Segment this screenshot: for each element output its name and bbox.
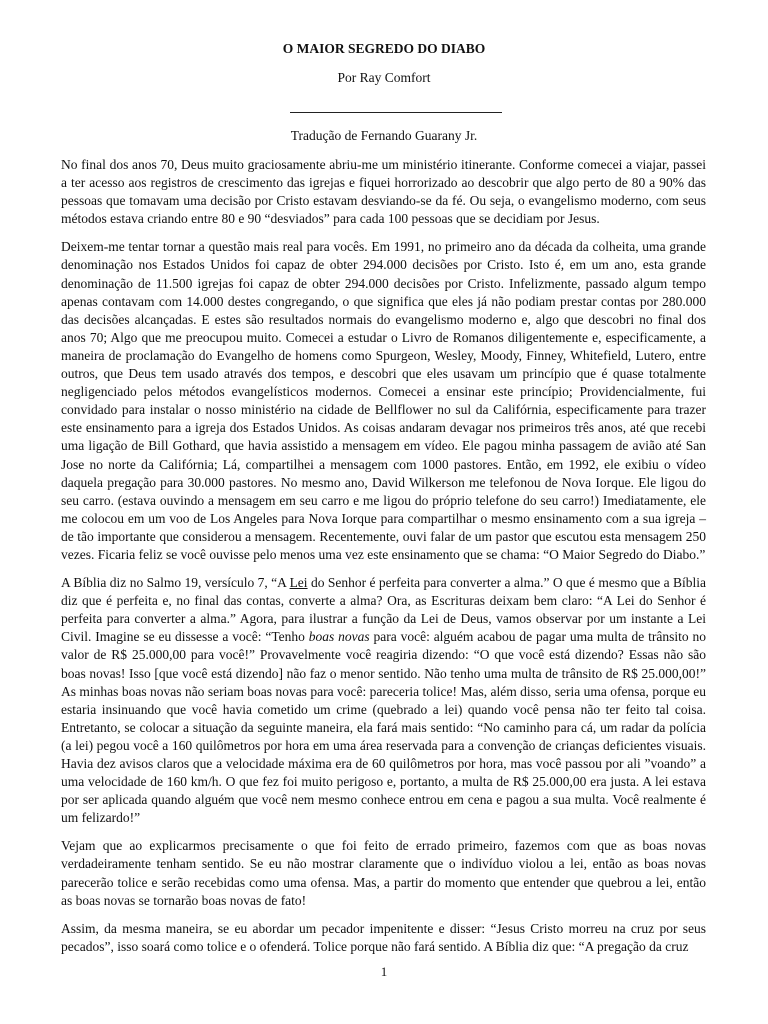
- underlined-word-lei: Lei: [289, 575, 308, 591]
- document-body: [61, 156, 706, 966]
- title-divider: [290, 112, 502, 113]
- translator-credit: Tradução de Fernando Guarany Jr.: [290, 128, 478, 143]
- paragraph-3-text-b: do Senhor é perfeita para converter a alma.” O que é mesmo que a Bíblia diz que é perfeita e, no final das contas, converte a alma? Ora, as Escrituras deixam bem claro: “A Lei do Senhor é perfeita para converter a alma.” Agora, para ilustrar a função da Lei de Deus, vamos observar por um instante a Lei Civil. Imagine se eu dissesse a você: “Tenho: [61, 575, 706, 645]
- paragraph-3-psalm: [61, 574, 706, 827]
- paragraph-3-text-c: para você: alguém acabou de pagar uma multa de trânsito no valor de R$ 25.000,00 para você!” Provavelmente você reagiria dizendo: “O que você está dizendo? Essas não são boas novas! Isso [que você está dizendo] não faz o menor sentido. Não tenho uma multa de trânsito de R$ 25.000,00!” As minhas boas novas não seriam boas novas para você: pareceria tolice! Mas, além disso, seria uma ofensa, porque eu estaria insinuando que você havia cometido um crime (quebrado a lei) quando você pensa não ter feito tal coisa. Entretanto, se colocar a situação da seguinte maneira, ela fará mais sentido: “No caminho para cá, um radar da polícia (a lei) pegou você a 160 quilômetros por hora em uma área reservada para a convenção de crianças deficientes visuais. Havia dez avisos claros que a velocidade máxima era de 60 quilômetros por hora, mas você passou por ali ”voando” a uma velocidade de 160 km/h. O que fez foi muito perigoso e, portanto, a multa de R$ 25.000,00 era justa. A lei estava por ser aplicada quando alguém que você nem mesmo conhece entrou em cena e pagou a sua multa. Você realmente é um felizardo!”: [61, 629, 706, 826]
- paragraph-2: Deixem-me tentar tornar a questão mais real para vocês. Em 1991, no primeiro ano da década da colheita, uma grande denominação nos Estados Unidos foi capaz de obter 294.000 decisões por Cristo. Isto é, em um ano, esta grande denominação de 11.500 igrejas foi capaz de obter 294.000 decisões por Cristo. Infelizmente, passado algum tempo apenas contavam com 14.000 destes congregando, o que significa que eles já não podiam prestar contas por 280.000 das decisões alcançadas. E estes são resultados normais do evangelismo moderno e, algo que descobri no final dos anos 70; Algo que me preocupou muito. Comecei a estudar o Livro de Romanos diligentemente e, especificamente, a maneira de proclamação do Evangelho de homens como Spurgeon, Wesley, Moody, Finney, Whitefield, Lutero, entre outros, que Deus tem usado através dos tempos, e descobri que eles usavam um princípio que é quase totalmente negligenciado pelos métodos evangelísticos modernos. Comecei a ensinar este princípio; Providencialmente, fui convidado para instalar o nosso ministério na cidade de Bellflower no sul da Califórnia, especificamente para trazer este ensinamento para a igreja dos Estados Unidos. As coisas andaram devagar nos primeiros três anos, até que recebi uma ligação de Bill Gothard, que havia assistido a mensagem em vídeo. Ele pagou minha passagem de avião até San Jose no norte da Califórnia; Lá, compartilhei a mensagem com 1000 pastores. Então, em 1992, ele exibiu o vídeo daquela pregação para 30.000 pastores. No mesmo ano, David Wilkerson me telefonou de Nova Iorque. Ele ligou do seu carro. (estava ouvindo a mensagem em seu carro e me ligou do próprio telefone do seu carro!) Imediatamente, ele me colocou em um voo de Los Angeles para Nova Iorque para compartilhar o mesmo ensinamento com a sua igreja – de tão importante que considerou a mensagem. Recentemente, ouvi falar de um pastor que escutou esta mensagem 250 vezes. Ficaria feliz se você ouvisse pelo menos uma vez este ensinamento que se chama: “O Maior Segredo do Diabo.”: [61, 239, 706, 562]
- author-byline: Por Ray Comfort: [337, 70, 431, 85]
- paragraph-1: No final dos anos 70, Deus muito graciosamente abriu-me um ministério itinerante. Conforme comecei a viajar, passei a ter acesso aos registros de crescimento das igrejas e fiquei horrorizado ao descobrir que algo perto de 80 a 90% das pessoas que tomavam uma decisão por Cristo estavam desviando-se da fé. Ou seja, o evangelismo moderno, com seus métodos estava criando entre 80 e 90 “desviados” para cada 100 pessoas que se decidiam por Jesus.: [61, 157, 706, 227]
- page-number: 1: [380, 964, 388, 979]
- italic-phrase-boas-novas: boas novas: [308, 629, 370, 645]
- paragraph-5: Assim, da mesma maneira, se eu abordar um pecador impenitente e disser: “Jesus Cristo morreu na cruz por seus pecados”, isso soará como tolice e o ofenderá. Tolice porque não fará sentido. A Bíblia diz que: “A pregação da cruz: [61, 920, 706, 954]
- document-title: O MAIOR SEGREDO DO DIABO: [282, 41, 486, 56]
- paragraph-3-text-a: A Bíblia diz no Salmo 19, versículo 7, “A: [61, 575, 290, 591]
- paragraph-4: Vejam que ao explicarmos precisamente o que foi feito de errado primeiro, fazemos com que as boas novas verdadeiramente tenham sentido. Se eu não mostrar claramente que o indivíduo violou a lei, então as boas novas parecerão tolice e serão recebidas como uma ofensa. Mas, a partir do momento que entender que quebrou a lei, então as boas novas se tornarão boas novas de fato!: [61, 838, 706, 908]
